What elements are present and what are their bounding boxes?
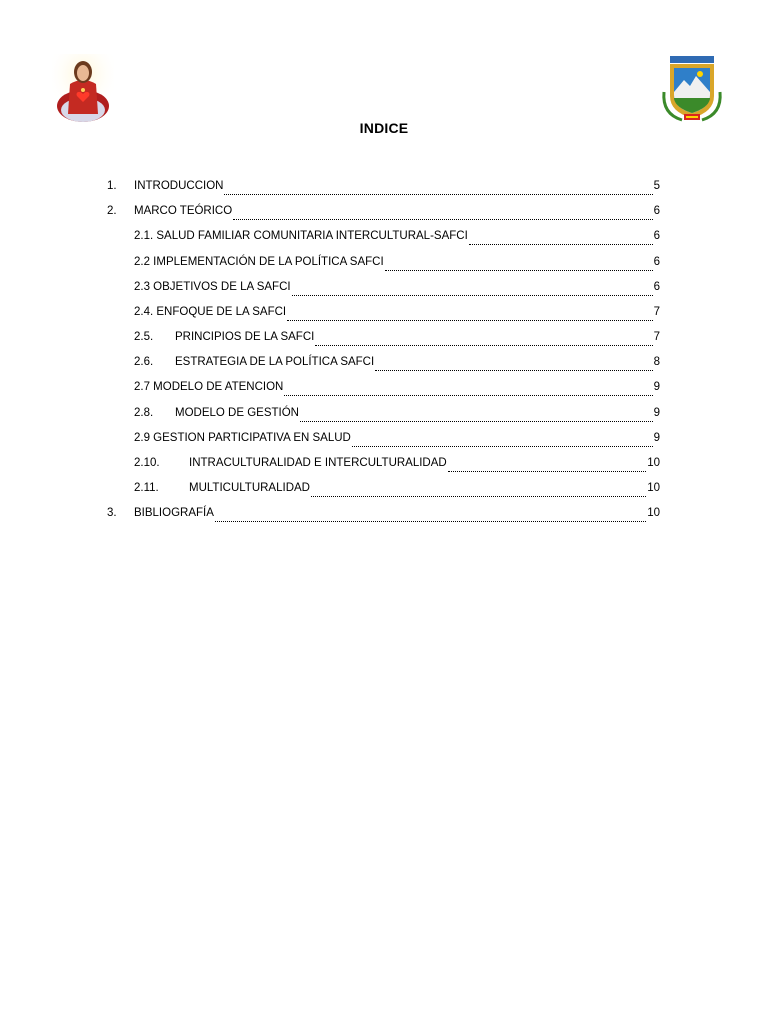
toc-entry-label: 2.3 OBJETIVOS DE LA SAFCI	[134, 281, 291, 293]
toc-entry-page: 9	[653, 432, 660, 444]
toc-entry[interactable]	[134, 256, 660, 276]
toc-entry[interactable]	[134, 407, 660, 427]
toc-dot-leader	[469, 235, 653, 245]
toc-dot-leader	[375, 361, 652, 371]
toc-entry-label: INTRACULTURALIDAD E INTERCULTURALIDAD	[189, 457, 447, 469]
toc-dot-leader	[224, 185, 652, 195]
toc-entry-page: 7	[653, 331, 660, 343]
toc-entry-number: 2.8.	[134, 407, 154, 419]
toc-entry-page: 8	[653, 356, 660, 368]
toc-entry-number: 2.10.	[134, 457, 160, 469]
toc-entry-label: BIBLIOGRAFÍA	[134, 507, 214, 519]
page-title: INDICE	[359, 120, 409, 136]
toc-entry-page: 6	[653, 281, 660, 293]
toc-entry-label: 2.2 IMPLEMENTACIÓN DE LA POLÍTICA SAFCI	[134, 256, 384, 268]
toc-dot-leader	[233, 210, 652, 220]
toc-entry-page: 6	[653, 230, 660, 242]
toc-entry[interactable]	[107, 205, 660, 225]
toc-entry-label: 2.9 GESTION PARTICIPATIVA EN SALUD	[134, 432, 351, 444]
toc-entry-label: ESTRATEGIA DE LA POLÍTICA SAFCI	[175, 356, 375, 368]
toc-dot-leader	[287, 311, 652, 321]
toc-entry-label: MODELO DE GESTIÓN	[175, 407, 299, 419]
toc-dot-leader	[215, 512, 646, 522]
toc-entry-label: MARCO TEÓRICO	[134, 205, 233, 217]
toc-entry-page: 6	[653, 256, 660, 268]
toc-entry-number: 3.	[107, 507, 117, 519]
toc-dot-leader	[385, 261, 653, 271]
toc-entry-number: 2.6.	[134, 356, 154, 368]
toc-entry-number: 1.	[107, 180, 117, 192]
toc-dot-leader	[300, 412, 653, 422]
toc-entry-page: 10	[647, 482, 660, 494]
toc-entry-page: 6	[653, 205, 660, 217]
toc-entry[interactable]	[107, 507, 660, 527]
toc-dot-leader	[311, 487, 646, 497]
toc-entry-label: MULTICULTURALIDAD	[189, 482, 310, 494]
toc-entry[interactable]	[107, 180, 660, 200]
toc-entry-label: PRINCIPIOS DE LA SAFCI	[175, 331, 315, 343]
toc-entry-number: 2.	[107, 205, 117, 217]
toc-entry[interactable]	[134, 331, 660, 351]
toc-dot-leader	[315, 336, 652, 346]
toc-entry[interactable]	[134, 306, 660, 326]
toc-dot-leader	[284, 386, 652, 396]
toc-entry-label: INTRODUCCION	[134, 180, 224, 192]
toc-dot-leader	[448, 462, 646, 472]
toc-entry-page: 10	[647, 457, 660, 469]
toc-entry-label: 2.4. ENFOQUE DE LA SAFCI	[134, 306, 287, 318]
toc-entry[interactable]	[134, 381, 660, 401]
toc-dot-leader	[292, 286, 653, 296]
toc-entry-page: 10	[647, 507, 660, 519]
toc-entry-number: 2.5.	[134, 331, 154, 343]
toc-entry[interactable]	[134, 482, 660, 502]
toc-entry-label: 2.1. SALUD FAMILIAR COMUNITARIA INTERCULTURAL-SAFCI	[134, 230, 468, 242]
toc-entry[interactable]	[134, 457, 660, 477]
coat-of-arms-icon	[656, 52, 728, 124]
toc-entry-page: 7	[653, 306, 660, 318]
toc-entry[interactable]	[134, 281, 660, 301]
toc-entry[interactable]	[134, 356, 660, 376]
toc-entry-page: 9	[653, 407, 660, 419]
toc-dot-leader	[352, 437, 653, 447]
toc-entry[interactable]	[134, 432, 660, 452]
toc-entry-label: 2.7 MODELO DE ATENCION	[134, 381, 284, 393]
toc-entry-page: 5	[653, 180, 660, 192]
toc-entry[interactable]	[134, 230, 660, 250]
toc-entry-number: 2.11.	[134, 482, 159, 494]
toc-entry-page: 9	[653, 381, 660, 393]
sacred-heart-image-icon	[52, 54, 114, 122]
